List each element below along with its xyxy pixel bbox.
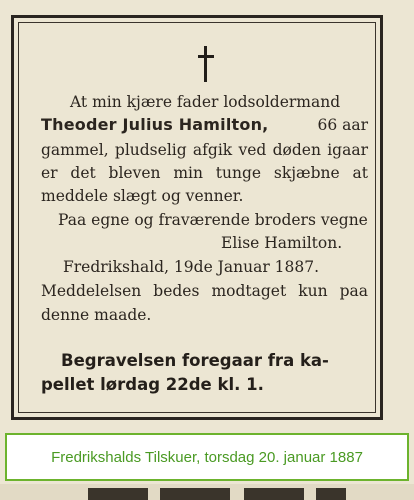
funeral-line-2: pellet lørdag 22de kl. 1. [41,375,264,394]
bleed-through-right [378,0,414,500]
deceased-age: 66 aar [317,116,368,134]
notice-line-2 [41,115,368,135]
notice-line-1: At min kjære fader lodsoldermand [70,93,341,111]
notice-line-3: gammel, pludselig afgik ved døden igaar [41,141,368,159]
source-caption [5,433,409,481]
notice-line-8 [41,281,368,301]
bottom-newsprint-edge [0,484,414,500]
bleed-through-top [0,0,380,14]
notice-line-8-text: Meddelelsen bedes modtaget kun paa [41,282,368,300]
notice-line-6: Paa egne og fraværende broders vegne [58,211,368,229]
funeral-line-1: Begravelsen foregaar fra ka- [61,351,329,370]
caption-text: Fredrikshalds Tilskuer, torsdag 20. januar 1887 [51,448,363,466]
notice-line-9: denne maade. [41,306,152,324]
notice-date-line: Fredrikshald, 19de Januar 1887. [63,258,320,276]
notice-line-5: meddele slægt og venner. [41,187,244,205]
notice-signature: Elise Hamilton. [221,234,343,252]
notice-line-4: er det bleven min tunge skjæbne at [41,164,368,182]
deceased-name: Theoder Julius Hamilton, [41,115,269,134]
cross-icon [197,46,215,82]
